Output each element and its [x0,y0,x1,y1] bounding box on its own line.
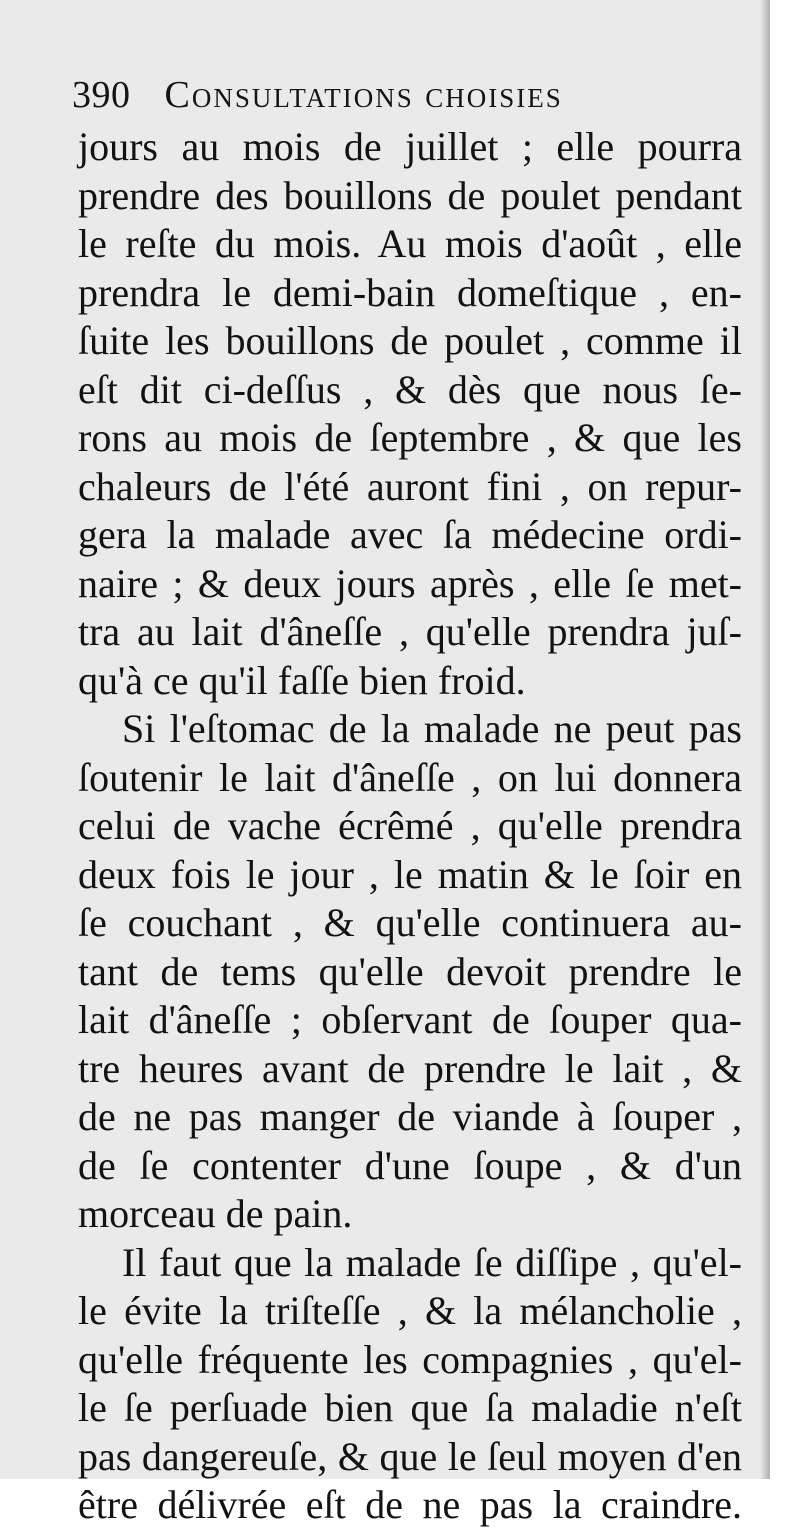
text-line: deux fois le jour , le matin & le ſoir en [78,851,742,897]
text-line: morceau de pain. [78,1191,353,1236]
scan-margin [770,0,800,1479]
text-line: jours au mois de juillet ; elle pourra [78,124,742,169]
text-line: le reſte du mois. Au mois d'août , elle [78,221,742,266]
text-line: rons au mois de ſeptembre , & que les [78,415,742,460]
paragraph-2 [78,705,742,1239]
text-line: ſoutenir le lait d'âneſſe , on lui donnera [78,754,742,800]
paragraph-1 [78,123,742,705]
text-line: pas dangereuſe, & que le ſeul moyen d'en [78,1433,742,1479]
text-line: eſt dit ci-deſſus , & dès que nous ſe- [78,366,742,412]
text-line: qu'elle fréquente les compagnies , qu'el- [78,1336,742,1382]
text-line: qu'à ce qu'il faſſe bien froid. [78,657,526,703]
text-line: celui de vache écrêmé , qu'elle prendra [78,803,742,848]
text-line: ſe couchant , & qu'elle continuera au- [78,900,742,945]
text-line: Si l'eſtomac de la malade ne peut pas [122,706,742,751]
text-line: prendre des bouillons de poulet pendant [78,172,742,218]
text-line: naire ; & deux jours après , elle ſe met- [78,560,742,606]
paragraph-3 [78,1239,742,1530]
text-line: chaleurs de l'été auront fini , on repur- [78,463,742,509]
text-line: de ne pas manger de viande à ſouper , [78,1094,742,1139]
text-line: le ſe perſuade bien que ſa maladie n'eſt [78,1385,742,1430]
text-line: Il faut que la malade ſe diſſipe , qu'el- [122,1239,742,1285]
running-header [72,72,563,118]
text-line: tre heures avant de prendre le lait , & [78,1045,742,1091]
page-number: 390 [72,74,131,116]
text-line: ſuite les bouillons de poulet , comme il [78,318,742,363]
text-line: être délivrée eſt de ne pas la craindre. [78,1482,742,1527]
text-line: prendra le demi-bain domeſtique , en- [78,269,742,315]
text-line: de ſe contenter d'une ſoupe , & d'un [78,1142,742,1188]
text-line: tra au lait d'âneſſe , qu'elle prendra juſ- [78,609,742,654]
text-line: tant de tems qu'elle devoit prendre le [78,948,742,994]
text-line: gera la malade avec ſa médecine ordi- [78,512,742,557]
page-edge-shadow [760,0,770,1479]
body-text [78,123,742,1530]
text-line: lait d'âneſſe ; obſervant de ſouper qua- [78,997,742,1042]
running-title: Consultations choisies [164,74,563,116]
text-line: le évite la triſteſſe , & la mélancholie , [78,1288,742,1333]
